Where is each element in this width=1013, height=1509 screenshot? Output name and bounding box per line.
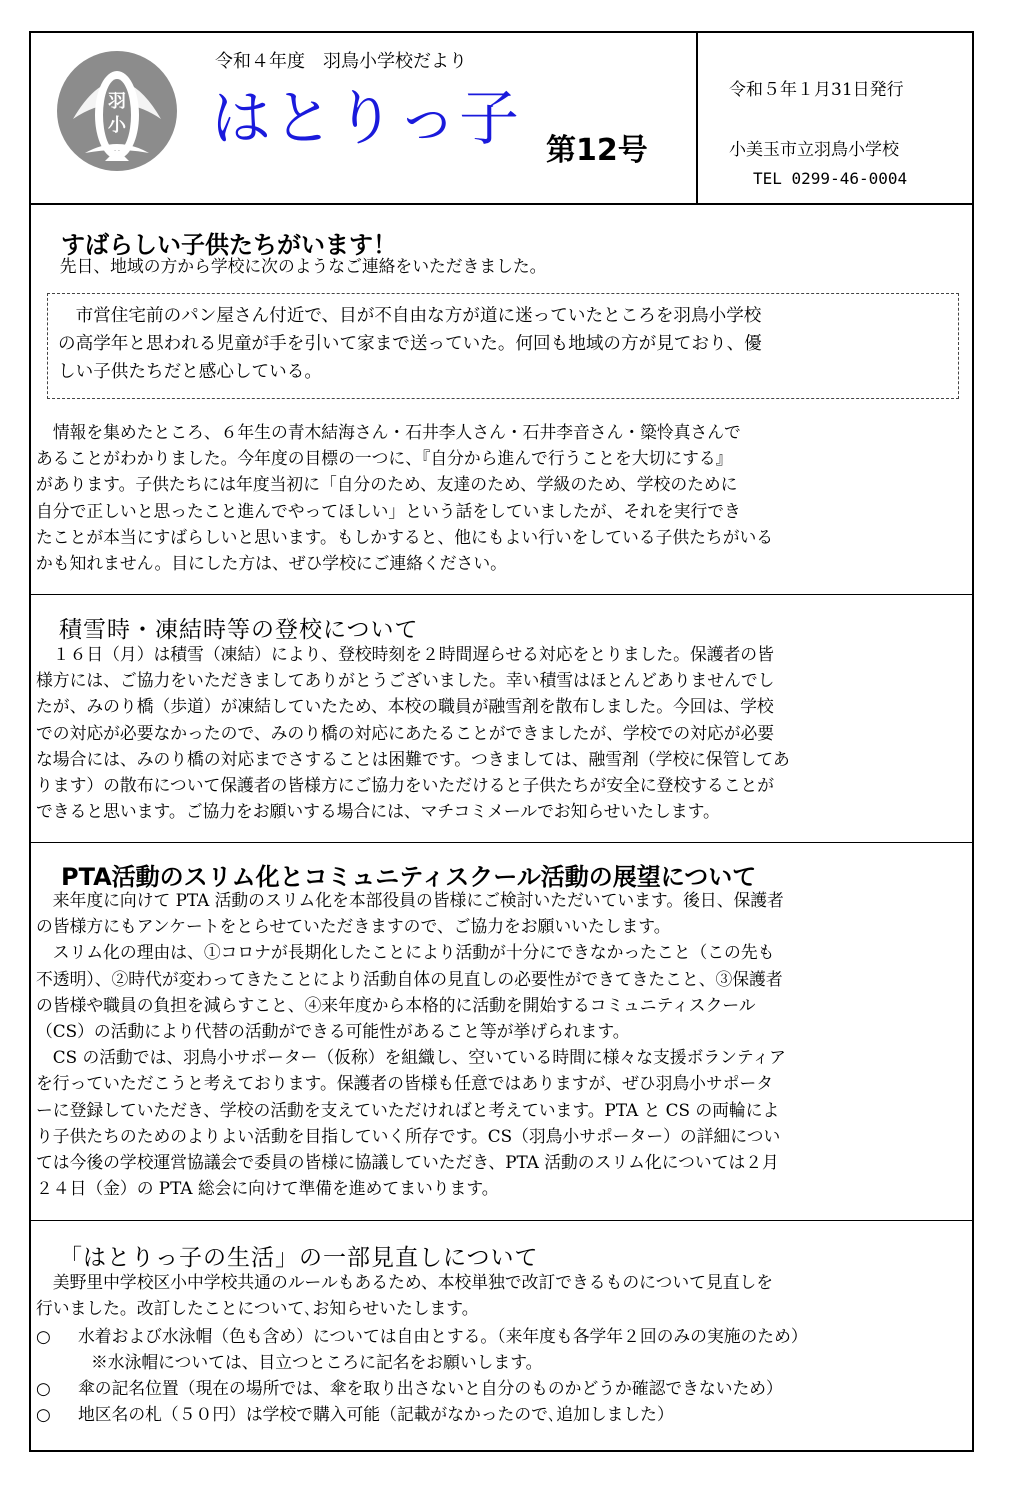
school-tel: TEL 0299-46-0004: [753, 169, 908, 188]
header-divider: [696, 33, 698, 203]
newsletter-header: [31, 33, 972, 205]
section-body: 来年度に向けて PTA 活動のスリム化を本部役員の皆様にご検討いただいています。後日、保護者 の皆様方にもアンケートをとらせていただきますので、ご協力をお願いいたします。 スリム化の理由は、①コロナが長期化したことにより活動が十分にできなかったこと（この先も 不透明）、②時代が変わってきたことにより活動自体の見直しの必要性ができてきたこと、③保護者 の皆様や職員の負担を減らすこと、④来年度から本格的に活動を開始するコミュニティスクール （CS）の活動により代替の活動ができる可能性があること等が挙げられます。 CS の活動では、羽鳥小サポーター（仮称）を組織し、空いている時間に様々な支援ボランティア を行っていただこうと考えております。保護者の皆様も任意ではありますが、ぜひ羽鳥小サポータ ーに登録していただき、学校の活動を支えていただければと考えています。PTA と CS の両輪によ り子供たちのためのよりよい活動を目指していく所存です。CS（羽鳥小サポーター）の詳細につい ては今後の学校運営協議会で委員の皆様に協議していただき、PTA 活動のスリム化については２月 ２４日（金）の PTA 総会に向けて準備を進めてまいります。: [36, 890, 786, 1199]
section-pta-community-school: [31, 843, 972, 1221]
list-item-note: [36, 1349, 808, 1375]
section-body: 美野里中学校区小中学校共通のルールもあるため、本校単独で改訂できるものについて見直しを 行いました。改訂したことについて､お知らせいたします。: [36, 1272, 774, 1319]
quote-box: [47, 293, 959, 399]
section-body: 情報を集めたところ、６年生の青木結海さん・石井李人さん・石井李音さん・簗怜真さんで あることがわかりました。今年度の目標の一つに、『自分から進んで行うことを大切にする』 があります。子供たちには年度当初に「自分のため、友達のため、学級のため、学校のために 自分で正しいと思ったこと進んでやってほしい」という話をしていましたが、それを実行でき たことが本当にすばらしいと思います。もしかすると、他にもよい行いをしている子供たちがいる かも知れません。目にした方は、ぜひ学校にご連絡ください。: [36, 422, 774, 574]
section-great-children: [31, 203, 972, 595]
issue-number: 第12号: [546, 133, 648, 168]
quote-text: 市営住宅前のパン屋さん付近で、目が不自由な方が道に迷っていたところを羽鳥小学校 の高学年と思われる児童が手を引いて家まで送っていた。何回も地域の方が見ており、優 しい子供たちだと感心している。: [58, 306, 762, 382]
list-bullet: ○: [36, 1404, 51, 1424]
newsletter-frame: [29, 31, 974, 1452]
section-heading: すばらしい子供たちがいます！: [61, 231, 397, 259]
newsletter-title: はとりっ子: [211, 84, 521, 154]
list-item: [36, 1323, 808, 1349]
school-name: 小美玉市立羽鳥小学校: [729, 140, 899, 160]
section-snow-commute: [31, 595, 972, 843]
newsletter-subtitle: 令和４年度 羽鳥小学校だより: [215, 51, 467, 72]
issue-date: 令和５年１月31日発行: [729, 80, 904, 100]
section-rules-revision: [31, 1221, 972, 1452]
section-heading: 積雪時・凍結時等の登校について: [59, 617, 419, 643]
list-bullet: ○: [36, 1326, 51, 1346]
list-bullet: ○: [36, 1378, 51, 1398]
section-body: １６日（月）は積雪（凍結）により、登校時刻を２時間遅らせる対応をとりました。保護者の皆 様方には、ご協力をいただきましてありがとうございました。幸い積雪はほとんどありませんでし たが、みのり橋（歩道）が凍結していたため、本校の職員が融雪剤を散布しました。今回は、学校 での対応が必要なかったので、みのり橋の対応にあたることができましたが、学校での対応が必要 な場合には、みのり橋の対応までさすることは困難です。つきましては、融雪剤（学校に保管してあ ります）の散布について保護者の皆様方にご協力をいただけると子供たちが安全に登校することが できると思います。ご協力をお願いする場合には、マチコミメールでお知らせいたします。: [36, 644, 790, 822]
list-item: [36, 1401, 808, 1427]
school-emblem-logo: [55, 49, 179, 173]
list-item-text: 傘の記名位置（現在の場所では、傘を取り出さないと自分のものかどうか確認できないため）: [78, 1378, 783, 1398]
section-intro: 先日、地域の方から学校に次のようなご連絡をいただきました。: [43, 256, 547, 276]
emblem-text-bottom: 小: [108, 115, 126, 136]
revision-list: [36, 1323, 808, 1427]
list-item-text: ※水泳帽については、目立つところに記名をお願いします。: [91, 1352, 543, 1372]
section-heading: 「はとりっ子の生活」の一部見直しについて: [59, 1245, 539, 1271]
list-item-text: 地区名の札（５０円）は学校で購入可能（記載がなかったので､追加しました）: [78, 1404, 674, 1424]
list-item: [36, 1375, 808, 1401]
section-heading: PTA活動のスリム化とコミュニティスクール活動の展望について: [61, 863, 757, 891]
list-item-text: 水着および水泳帽（色も含め）については自由とする。（来年度も各学年２回のみの実施のため）: [78, 1326, 808, 1346]
emblem-text-top: 羽: [108, 91, 126, 112]
